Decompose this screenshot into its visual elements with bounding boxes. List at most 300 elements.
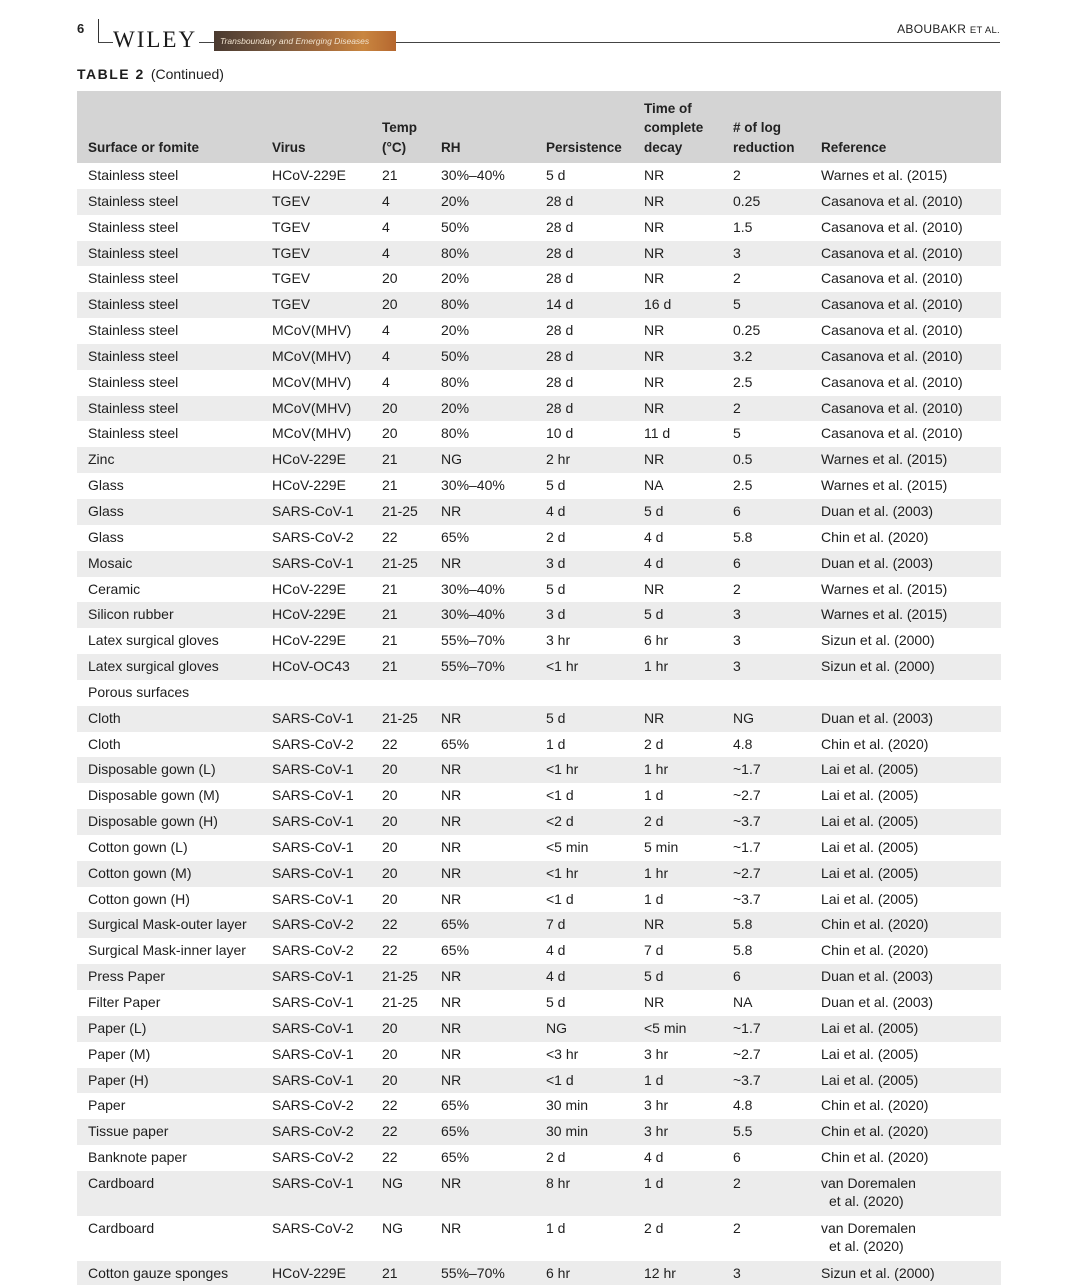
- cell-persistence: 30 min: [546, 1097, 589, 1114]
- cell-decay: 6 hr: [644, 632, 669, 649]
- cell-temp: 21-25: [371, 499, 430, 525]
- cell-decay: NR: [644, 373, 665, 390]
- cell-surface: Cotton gown (L): [88, 838, 188, 855]
- cell-decay: 5 d: [633, 499, 722, 525]
- cell-rh: 55%–70%: [430, 1261, 535, 1285]
- cell-temp: 22: [382, 735, 398, 752]
- cell-log-reduction: 0.25: [733, 322, 761, 339]
- cell-rh: NR: [430, 964, 535, 990]
- cell-persistence: 14 d: [535, 292, 633, 318]
- cell-reference: Duan et al. (2003): [810, 551, 1001, 577]
- table-row: [77, 189, 1001, 215]
- cell-rh: NR: [441, 994, 462, 1010]
- cell-virus: SARS-CoV-2: [272, 1149, 354, 1166]
- col-header-log-reduction: # of log reduction: [722, 91, 810, 163]
- cell-surface: Press Paper: [77, 964, 261, 990]
- table-row: [77, 990, 1001, 1016]
- cell-persistence: NG: [535, 1016, 633, 1042]
- cell-decay: 2 d: [644, 1219, 664, 1236]
- table-row: [77, 912, 1001, 938]
- cell-log-reduction: 3: [722, 241, 810, 267]
- cell-virus: SARS-CoV-1: [261, 551, 371, 577]
- cell-surface: Tissue paper: [77, 1119, 261, 1145]
- cell-temp: 22: [371, 1119, 430, 1145]
- cell-virus: HCoV-229E: [261, 447, 371, 473]
- cell-surface: Stainless steel: [77, 241, 261, 267]
- cell-surface: Glass: [88, 528, 124, 545]
- cell-reference: Casanova et al. (2010): [810, 396, 1001, 422]
- cell-reference: Lai et al. (2005): [810, 1016, 1001, 1042]
- cell-persistence: 5 d: [546, 580, 566, 597]
- cell-temp: 20: [382, 1045, 398, 1062]
- cell-reference: Casanova et al. (2010): [821, 270, 963, 287]
- cell-surface: Cardboard: [77, 1171, 261, 1216]
- cell-log-reduction: 6: [722, 964, 810, 990]
- table-row: [77, 757, 1001, 783]
- cell-surface: Paper (M): [88, 1045, 151, 1062]
- cell-surface: Paper (H): [77, 1068, 261, 1094]
- cell-decay: NR: [633, 447, 722, 473]
- page-number: 6: [77, 21, 85, 36]
- cell-log-reduction: 5: [733, 425, 741, 442]
- cell-log-reduction: 3.2: [722, 344, 810, 370]
- cell-rh: NR: [441, 1045, 462, 1062]
- cell-persistence: 6 hr: [535, 1261, 633, 1285]
- cell-log-reduction: 3: [722, 654, 810, 680]
- cell-decay: 2 d: [644, 735, 664, 752]
- cell-persistence: 5 d: [546, 477, 566, 494]
- cell-decay: NR: [633, 241, 722, 267]
- cell-temp: 22: [371, 912, 430, 938]
- table-row: [77, 809, 1001, 835]
- cell-persistence: 3 d: [535, 551, 633, 577]
- cell-persistence: 2 d: [546, 528, 566, 545]
- table-row: [77, 1093, 1001, 1119]
- cell-surface: Glass: [77, 499, 261, 525]
- reference-line-1: van Doremalen: [821, 1219, 916, 1236]
- cell-persistence: <2 d: [535, 809, 633, 835]
- cell-virus: HCoV-229E: [261, 602, 371, 628]
- cell-surface: Stainless steel: [77, 344, 261, 370]
- cell-surface: Filter Paper: [88, 994, 161, 1010]
- table-row: [77, 241, 1001, 267]
- table-row: [77, 861, 1001, 887]
- persistence-table: [77, 91, 1001, 1285]
- cell-surface: Cotton gauze sponges: [77, 1261, 261, 1285]
- cell-log-reduction: ~3.7: [722, 1068, 810, 1094]
- cell-temp: 4: [371, 241, 430, 267]
- cell-temp: 20: [382, 890, 398, 907]
- cell-rh: 65%: [441, 942, 470, 959]
- cell-decay: NR: [633, 189, 722, 215]
- cell-decay: 4 d: [644, 528, 664, 545]
- cell-persistence: <1 hr: [535, 654, 633, 680]
- cell-decay: 1 d: [644, 890, 664, 907]
- cell-virus: SARS-CoV-1: [261, 1016, 371, 1042]
- cell-surface: Banknote paper: [88, 1149, 187, 1166]
- cell-log-reduction: 2: [733, 1219, 741, 1236]
- cell-reference: Chin et al. (2020): [821, 735, 929, 752]
- col-header-decay: Time of complete decay: [633, 91, 722, 163]
- cell-reference: Sizun et al. (2000): [810, 1261, 1001, 1285]
- cell-virus: [261, 680, 371, 706]
- cell-temp: 4: [382, 373, 390, 390]
- cell-surface: Stainless steel: [88, 270, 179, 287]
- cell-virus: HCoV-229E: [272, 477, 346, 494]
- cell-reference: Lai et al. (2005): [810, 809, 1001, 835]
- cell-persistence: 28 d: [535, 189, 633, 215]
- table-label: TABLE 2: [77, 66, 145, 82]
- cell-persistence: 30 min: [535, 1119, 633, 1145]
- cell-virus: TGEV: [261, 292, 371, 318]
- cell-decay: 4 d: [633, 551, 722, 577]
- table-row: [77, 1261, 1001, 1285]
- cell-reference: Warnes et al. (2015): [810, 602, 1001, 628]
- reference-line-2: et al. (2020): [829, 1192, 904, 1209]
- cell-rh: NR: [441, 1219, 462, 1236]
- cell-virus: TGEV: [272, 218, 311, 235]
- cell-reference: Casanova et al. (2010): [810, 241, 1001, 267]
- cell-reference: [810, 1171, 1001, 1216]
- cell-virus: MCoV(MHV): [261, 396, 371, 422]
- cell-reference: Casanova et al. (2010): [821, 218, 963, 235]
- cell-virus: SARS-CoV-1: [272, 994, 354, 1010]
- cell-rh: 80%: [430, 241, 535, 267]
- cell-surface: Cloth: [77, 706, 261, 732]
- cell-persistence: 2 d: [546, 1149, 566, 1166]
- cell-temp: 21-25: [371, 706, 430, 732]
- cell-log-reduction: ~1.7: [733, 838, 761, 855]
- table-row: [77, 1016, 1001, 1042]
- cell-virus: SARS-CoV-1: [272, 1045, 354, 1062]
- cell-log-reduction: ~2.7: [722, 861, 810, 887]
- cell-rh: NR: [430, 1068, 535, 1094]
- cell-log-reduction: 5: [722, 292, 810, 318]
- cell-surface: Latex surgical gloves: [77, 654, 261, 680]
- cell-rh: NG: [430, 447, 535, 473]
- cell-rh: NR: [430, 1171, 535, 1216]
- cell-virus: SARS-CoV-1: [261, 1068, 371, 1094]
- cell-decay: NR: [633, 396, 722, 422]
- col-header-temp: Temp (°C): [371, 91, 430, 163]
- table-row: [77, 628, 1001, 654]
- cell-decay: NR: [644, 994, 665, 1010]
- table-row: [77, 835, 1001, 861]
- cell-decay: 3 hr: [644, 1097, 669, 1114]
- cell-log-reduction: 4.8: [733, 735, 753, 752]
- col-header-virus: Virus: [261, 91, 371, 163]
- cell-surface: Disposable gown (M): [88, 787, 220, 804]
- cell-virus: SARS-CoV-1: [261, 964, 371, 990]
- cell-surface: Cloth: [88, 735, 121, 752]
- cell-virus: SARS-CoV-1: [261, 499, 371, 525]
- cell-log-reduction: ~1.7: [722, 1016, 810, 1042]
- cell-log-reduction: 2: [722, 1171, 810, 1216]
- cell-rh: 30%–40%: [441, 580, 505, 597]
- cell-virus: HCoV-OC43: [261, 654, 371, 680]
- cell-reference: Lai et al. (2005): [810, 861, 1001, 887]
- cell-log-reduction: 3: [733, 632, 741, 649]
- table-row: [77, 473, 1001, 499]
- cell-surface: Disposable gown (H): [77, 809, 261, 835]
- cell-reference: [810, 680, 1001, 706]
- cell-temp: 21: [382, 632, 398, 649]
- cell-decay: 5 d: [633, 602, 722, 628]
- cell-temp: 20: [371, 861, 430, 887]
- table-row: [77, 887, 1001, 913]
- cell-decay: [633, 680, 722, 706]
- cell-surface: Stainless steel: [88, 218, 179, 235]
- cell-temp: 21: [371, 602, 430, 628]
- cell-log-reduction: 2: [733, 270, 741, 287]
- cell-log-reduction: 2.5: [733, 477, 753, 494]
- cell-decay: NR: [633, 706, 722, 732]
- cell-persistence: 4 d: [535, 964, 633, 990]
- table-row: [77, 1068, 1001, 1094]
- cell-reference: Duan et al. (2003): [810, 964, 1001, 990]
- cell-persistence: 28 d: [546, 218, 574, 235]
- cell-surface: Ceramic: [88, 580, 141, 597]
- cell-decay: <5 min: [633, 1016, 722, 1042]
- table-row: [77, 680, 1001, 706]
- cell-rh: 65%: [441, 1097, 470, 1114]
- cell-virus: SARS-CoV-2: [272, 528, 354, 545]
- cell-temp: 20: [382, 838, 398, 855]
- cell-reference: Casanova et al. (2010): [810, 189, 1001, 215]
- cell-rh: NR: [430, 1016, 535, 1042]
- cell-temp: 4: [371, 189, 430, 215]
- cell-persistence: <1 hr: [535, 757, 633, 783]
- table-row: [77, 396, 1001, 422]
- cell-surface: Porous surfaces: [88, 683, 190, 700]
- cell-persistence: 28 d: [535, 396, 633, 422]
- cell-rh: 20%: [430, 189, 535, 215]
- cell-temp: [371, 680, 430, 706]
- cell-reference: Casanova et al. (2010): [821, 322, 963, 339]
- cell-rh: NR: [430, 499, 535, 525]
- cell-reference: Chin et al. (2020): [821, 942, 929, 959]
- cell-decay: 7 d: [644, 942, 664, 959]
- cell-virus: SARS-CoV-1: [272, 890, 354, 907]
- cell-reference: Casanova et al. (2010): [810, 344, 1001, 370]
- cell-surface: Stainless steel: [88, 167, 179, 183]
- cell-reference: Lai et al. (2005): [821, 890, 919, 907]
- cell-virus: MCoV(MHV): [261, 344, 371, 370]
- cell-surface: Stainless steel: [88, 425, 179, 442]
- table-row: [77, 654, 1001, 680]
- cell-persistence: 3 hr: [546, 632, 571, 649]
- cell-rh: 80%: [441, 425, 470, 442]
- table-row: [77, 1171, 1001, 1216]
- cell-rh: 55%–70%: [441, 632, 505, 649]
- cell-reference: Lai et al. (2005): [821, 838, 919, 855]
- table-row: [77, 292, 1001, 318]
- cell-reference: Chin et al. (2020): [821, 528, 929, 545]
- cell-temp: 20: [371, 292, 430, 318]
- cell-virus: SARS-CoV-1: [261, 809, 371, 835]
- cell-log-reduction: 1.5: [733, 218, 753, 235]
- cell-reference: Warnes et al. (2015): [821, 477, 948, 494]
- cell-persistence: 8 hr: [535, 1171, 633, 1216]
- publisher-logo: WILEY: [113, 27, 198, 52]
- cell-surface: Stainless steel: [88, 373, 179, 390]
- cell-log-reduction: NG: [722, 706, 810, 732]
- cell-temp: 20: [371, 757, 430, 783]
- cell-temp: 22: [382, 1097, 398, 1114]
- table-row: [77, 163, 1001, 189]
- cell-decay: 1 hr: [633, 654, 722, 680]
- cell-decay: 1 d: [633, 1068, 722, 1094]
- table-row: [77, 1145, 1001, 1171]
- cell-log-reduction: 6: [722, 551, 810, 577]
- cell-virus: SARS-CoV-2: [272, 1097, 354, 1114]
- cell-surface: Surgical Mask-inner layer: [88, 942, 246, 959]
- cell-log-reduction: ~2.7: [733, 787, 761, 804]
- cell-surface: Mosaic: [77, 551, 261, 577]
- cell-decay: 16 d: [633, 292, 722, 318]
- cell-reference: Casanova et al. (2010): [810, 292, 1001, 318]
- table-row: [77, 421, 1001, 447]
- table-row: [77, 370, 1001, 396]
- cell-rh: 80%: [430, 292, 535, 318]
- cell-virus: SARS-CoV-1: [272, 787, 354, 804]
- cell-reference: Warnes et al. (2015): [821, 580, 948, 597]
- cell-rh: NR: [441, 838, 462, 855]
- cell-log-reduction: 4.8: [733, 1097, 753, 1114]
- cell-reference: Lai et al. (2005): [810, 1068, 1001, 1094]
- cell-surface: Glass: [88, 477, 124, 494]
- cell-surface: Stainless steel: [77, 396, 261, 422]
- cell-log-reduction: ~1.7: [722, 757, 810, 783]
- cell-persistence: 2 hr: [535, 447, 633, 473]
- cell-virus: HCoV-229E: [272, 167, 346, 183]
- table-header-row: [77, 91, 1001, 163]
- cell-reference: Chin et al. (2020): [821, 1149, 929, 1166]
- cell-rh: NR: [430, 861, 535, 887]
- cell-rh: 65%: [430, 1119, 535, 1145]
- cell-virus: SARS-CoV-1: [261, 757, 371, 783]
- cell-reference: [810, 1216, 1001, 1261]
- cell-log-reduction: ~3.7: [733, 890, 761, 907]
- cell-virus: TGEV: [261, 189, 371, 215]
- cell-virus: SARS-CoV-1: [261, 706, 371, 732]
- cell-surface: Paper: [88, 1097, 126, 1114]
- cell-virus: TGEV: [272, 270, 311, 287]
- cell-rh: 55%–70%: [430, 654, 535, 680]
- cell-decay: NA: [644, 477, 664, 494]
- col-header-rh: RH: [430, 91, 535, 163]
- cell-decay: 3 hr: [633, 1119, 722, 1145]
- cell-temp: 4: [382, 218, 390, 235]
- table-caption: [77, 66, 224, 82]
- cell-log-reduction: 5.8: [733, 942, 753, 959]
- table-continued-note: (Continued): [150, 66, 224, 82]
- cell-reference: Lai et al. (2005): [810, 757, 1001, 783]
- cell-temp: 20: [371, 1068, 430, 1094]
- cell-persistence: 5 d: [546, 167, 566, 183]
- authors-etal: ET AL.: [969, 25, 1000, 36]
- cell-log-reduction: ~2.7: [733, 1045, 761, 1062]
- table-row: [77, 551, 1001, 577]
- cell-temp: 21-25: [371, 964, 430, 990]
- cell-reference: Sizun et al. (2000): [821, 632, 935, 649]
- cell-persistence: 4 d: [535, 499, 633, 525]
- cell-persistence: 1 d: [546, 735, 566, 752]
- cell-rh: NR: [430, 551, 535, 577]
- cell-temp: 20: [371, 396, 430, 422]
- cell-reference: Duan et al. (2003): [821, 994, 934, 1010]
- cell-virus: SARS-CoV-2: [272, 735, 354, 752]
- cell-decay: NR: [644, 167, 665, 183]
- cell-reference: Duan et al. (2003): [810, 706, 1001, 732]
- cell-virus: MCoV(MHV): [272, 425, 352, 442]
- cell-virus: SARS-CoV-2: [272, 942, 354, 959]
- cell-virus: MCoV(MHV): [272, 322, 352, 339]
- cell-log-reduction: 6: [722, 499, 810, 525]
- cell-rh: 65%: [441, 528, 470, 545]
- cell-temp: 21: [371, 1261, 430, 1285]
- cell-log-reduction: ~3.7: [722, 809, 810, 835]
- cell-reference: Casanova et al. (2010): [821, 373, 963, 390]
- cell-temp: 20: [371, 1016, 430, 1042]
- cell-persistence: 28 d: [546, 270, 574, 287]
- table-row: [77, 215, 1001, 241]
- cell-decay: NR: [633, 912, 722, 938]
- cell-virus: HCoV-229E: [272, 632, 346, 649]
- cell-virus: SARS-CoV-2: [261, 1119, 371, 1145]
- cell-virus: MCoV(MHV): [272, 373, 352, 390]
- table-row: [77, 964, 1001, 990]
- cell-virus: SARS-CoV-2: [272, 1219, 354, 1236]
- cell-surface: Disposable gown (L): [77, 757, 261, 783]
- cell-surface: Zinc: [77, 447, 261, 473]
- cell-reference: Chin et al. (2020): [810, 912, 1001, 938]
- cell-decay: 5 min: [644, 838, 679, 855]
- reference-line-2: et al. (2020): [829, 1237, 904, 1254]
- cell-persistence: [535, 680, 633, 706]
- cell-virus: SARS-CoV-1: [272, 838, 354, 855]
- cell-rh: NR: [430, 706, 535, 732]
- cell-persistence: 28 d: [546, 322, 574, 339]
- cell-log-reduction: 2: [733, 580, 741, 597]
- cell-persistence: 28 d: [546, 373, 574, 390]
- cell-decay: 3 hr: [644, 1045, 669, 1062]
- cell-rh: 20%: [430, 396, 535, 422]
- cell-persistence: <1 d: [546, 890, 574, 907]
- cell-rh: 50%: [430, 344, 535, 370]
- cell-temp: 4: [382, 322, 390, 339]
- cell-decay: 12 hr: [633, 1261, 722, 1285]
- cell-virus: SARS-CoV-2: [261, 912, 371, 938]
- cell-reference: Sizun et al. (2000): [810, 654, 1001, 680]
- cell-reference: Chin et al. (2020): [821, 1097, 929, 1114]
- cell-rh: 30%–40%: [441, 167, 505, 183]
- table-body: [77, 163, 1001, 1285]
- table-row: [77, 938, 1001, 964]
- cell-virus: HCoV-229E: [261, 1261, 371, 1285]
- cell-rh: 20%: [441, 322, 470, 339]
- cell-temp: 21-25: [382, 994, 418, 1010]
- table-row: [77, 266, 1001, 292]
- cell-surface: Silicon rubber: [77, 602, 261, 628]
- cell-rh: NR: [441, 890, 462, 907]
- cell-virus: HCoV-229E: [272, 580, 346, 597]
- journal-banner: Transboundary and Emerging Diseases: [214, 31, 396, 51]
- cell-reference: Warnes et al. (2015): [810, 447, 1001, 473]
- cell-log-reduction: [722, 680, 810, 706]
- col-header-surface: Surface or fomite: [77, 91, 261, 163]
- cell-reference: Casanova et al. (2010): [821, 425, 963, 442]
